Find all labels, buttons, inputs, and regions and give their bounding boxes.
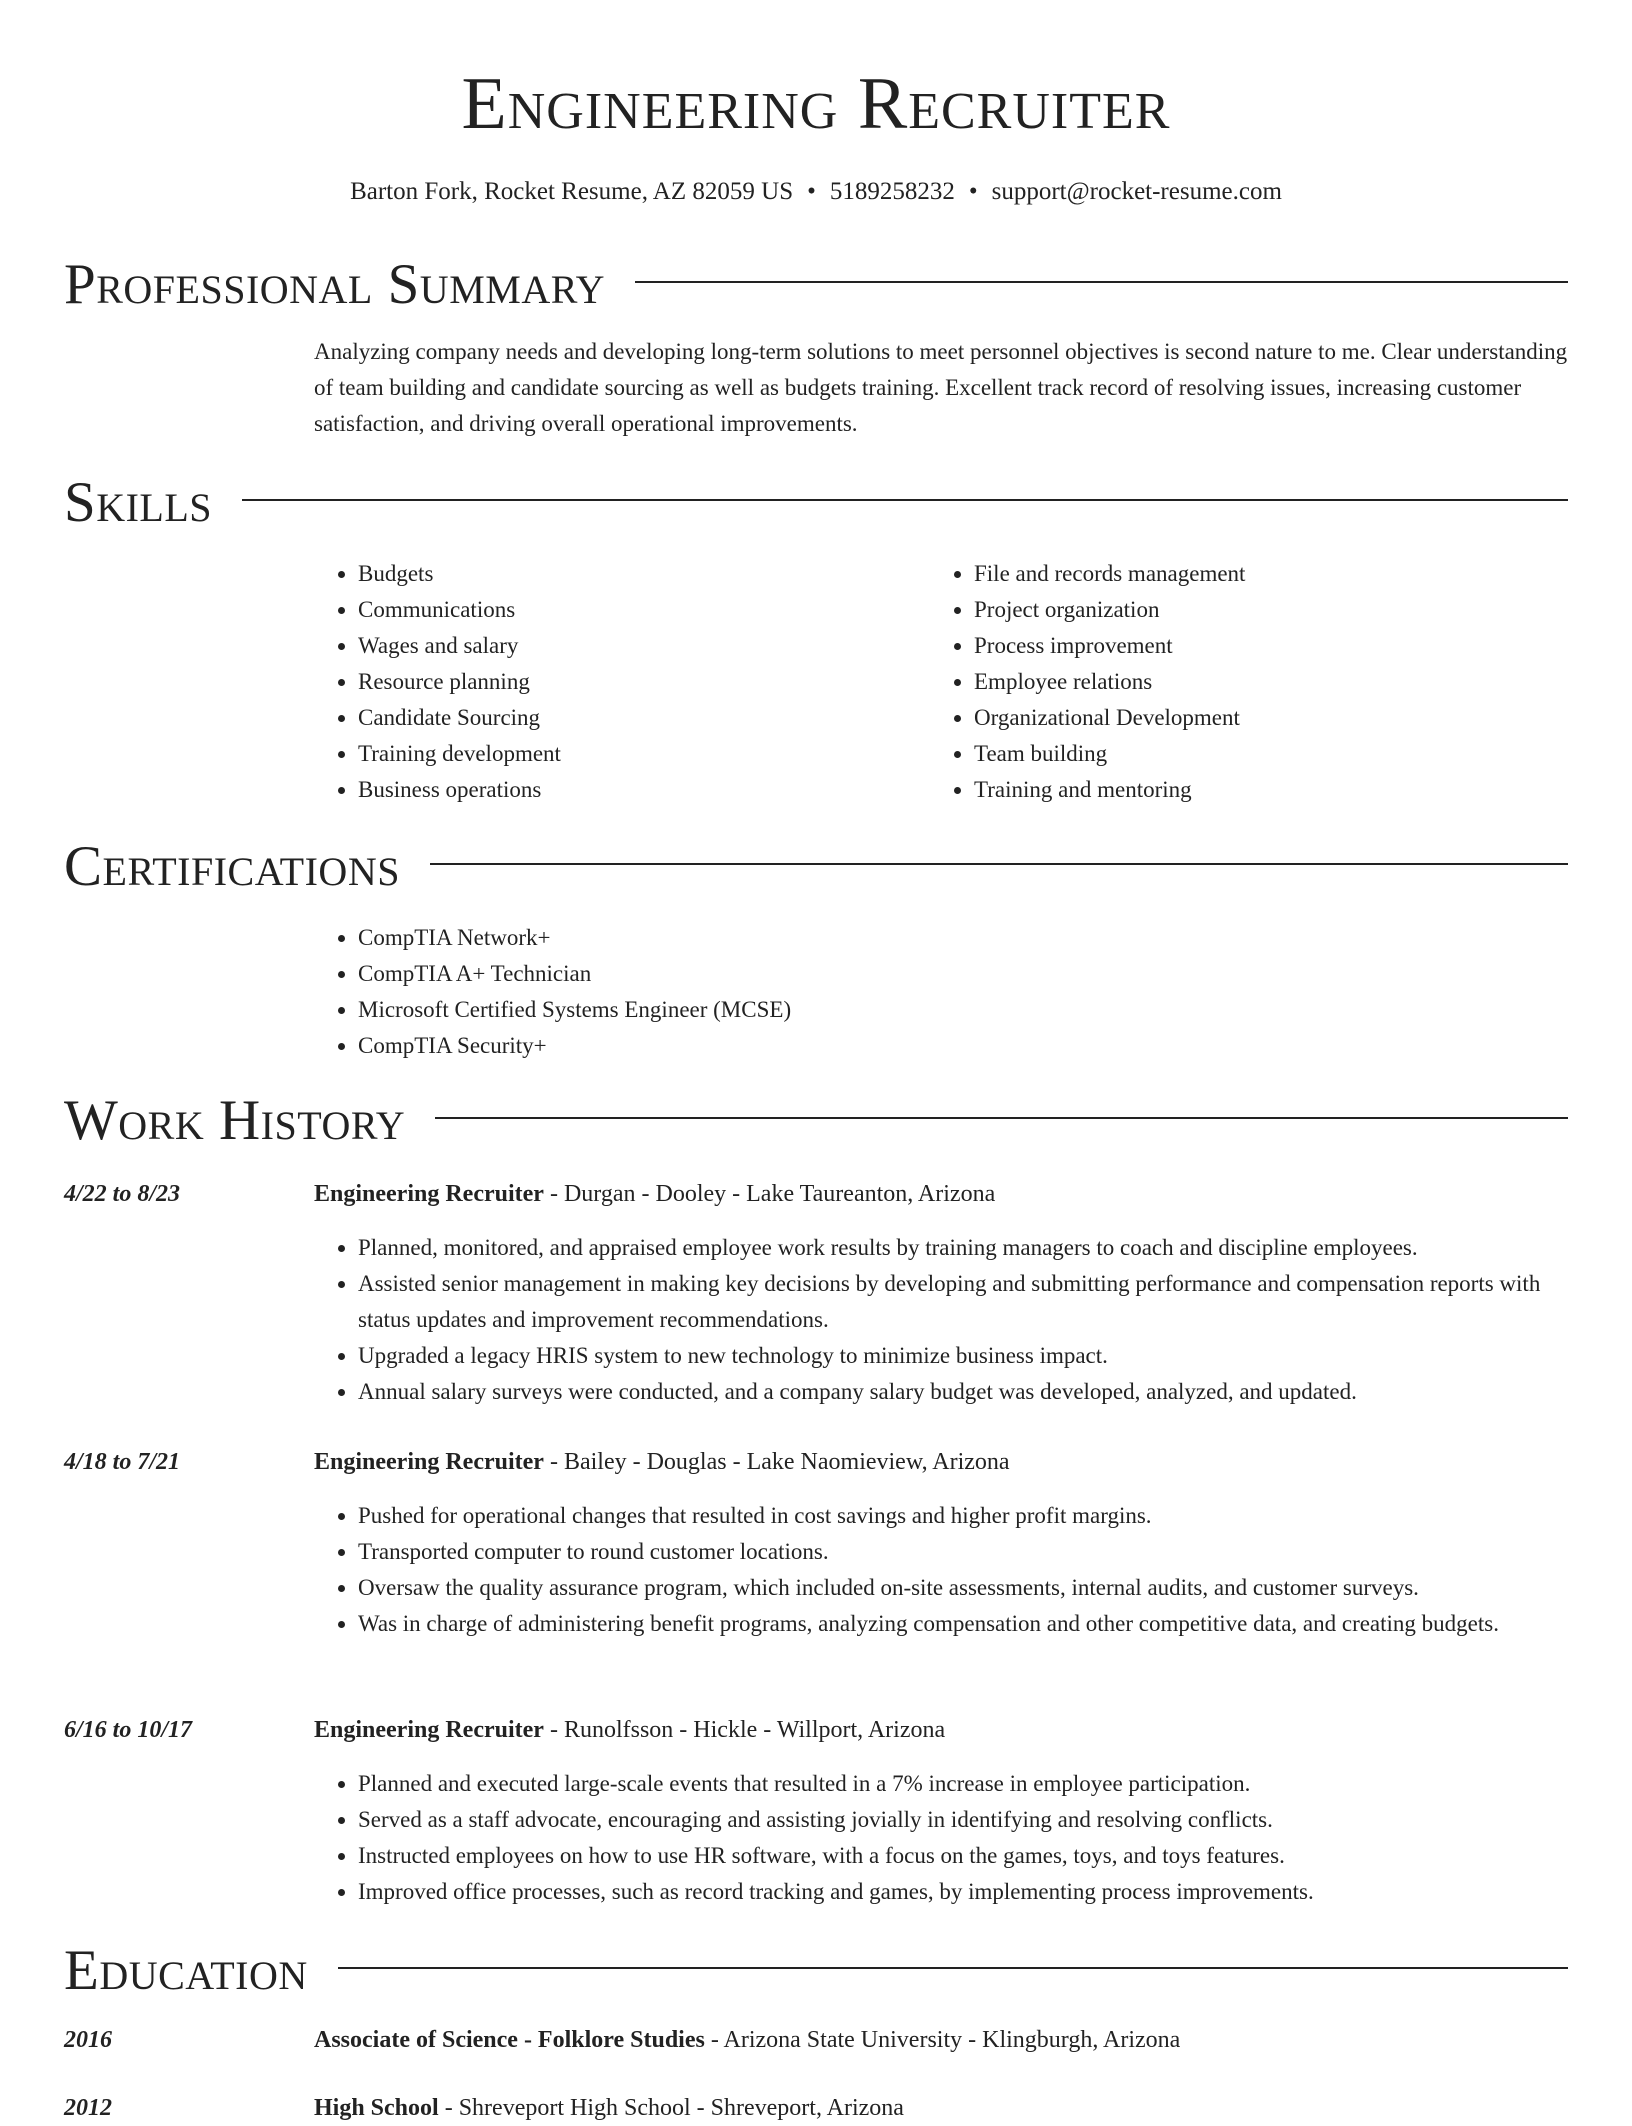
section-header-skills — [64, 468, 1568, 538]
job-company: - Runolfsson - Hickle - Willport, Arizona — [543, 1717, 946, 1743]
skills-column-right — [930, 556, 1546, 808]
job-heading — [314, 1444, 1568, 1480]
job-date: 6/16 to 10/17 — [64, 1717, 193, 1743]
section-header-certifications — [64, 832, 1568, 902]
certifications-block — [314, 920, 1568, 1064]
education-date: 2012 — [64, 2095, 112, 2121]
job-details — [314, 1498, 1568, 1642]
list-item: • Candidate Sourcing — [358, 700, 930, 736]
contact-separator: • — [968, 178, 978, 205]
job-company: - Bailey - Douglas - Lake Naomieview, Arizona — [543, 1449, 1010, 1475]
list-item: • Assisted senior management in making key decisions by developing and submitting performance and compensation reports with status updates and improvement recommendations. — [358, 1266, 1568, 1338]
list-item: • Pushed for operational changes that resulted in cost savings and higher profit margins. — [358, 1498, 1568, 1534]
list-item: • Planned and executed large-scale events that resulted in a 7% increase in employee participation. — [358, 1766, 1568, 1802]
summary-text: Analyzing company needs and developing long-term solutions to meet personnel objectives is second nature to me. Clear understanding of team building and candidate sourcing as well as budgets training. Excellent track record of resolving issues, increasing customer satisfaction, and driving overall operational improvements. — [314, 339, 1568, 436]
job-bullets — [314, 1230, 1568, 1410]
list-item: • CompTIA A+ Technician — [358, 956, 1568, 992]
list-item: • Training and mentoring — [974, 772, 1546, 808]
list-item: • Microsoft Certified Systems Engineer (MCSE) — [358, 992, 1568, 1028]
section-header-education — [64, 1936, 1568, 2006]
skills-block — [314, 556, 1568, 808]
certifications-list — [314, 920, 1568, 1064]
job-date: 4/18 to 7/21 — [64, 1449, 181, 1475]
job-role: Engineering Recruiter — [314, 1717, 544, 1743]
list-item: • Organizational Development — [974, 700, 1546, 736]
list-item: • File and records management — [974, 556, 1546, 592]
job-bullets — [314, 1498, 1568, 1642]
list-item: • Was in charge of administering benefit programs, analyzing compensation and other competitive data, and creating budgets. — [358, 1606, 1568, 1642]
list-item: • CompTIA Network+ — [358, 920, 1568, 956]
list-item: • Budgets — [358, 556, 930, 592]
list-item: • Process improvement — [974, 628, 1546, 664]
section-divider — [430, 863, 1568, 865]
summary-block — [314, 334, 1568, 442]
job-date: 4/22 to 8/23 — [64, 1181, 181, 1207]
contact-email: support@rocket-resume.com — [991, 178, 1282, 205]
contact-separator: • — [807, 178, 816, 205]
contact-line — [0, 172, 1632, 212]
list-item: • Instructed employees on how to use HR software, with a focus on the games, toys, and toys features. — [358, 1838, 1568, 1874]
section-divider — [242, 499, 1568, 501]
list-item: • Upgraded a legacy HRIS system to new technology to minimize business impact. — [358, 1338, 1568, 1374]
education-degree: Associate of Science - Folklore Studies — [314, 2027, 705, 2053]
section-header-summary — [64, 250, 1568, 320]
list-item: • Project organization — [974, 592, 1546, 628]
job-role: Engineering Recruiter — [314, 1181, 544, 1207]
section-header-work — [64, 1086, 1568, 1156]
list-item: • Business operations — [358, 772, 930, 808]
section-title-work: Work History — [64, 1089, 406, 1152]
education-date: 2016 — [64, 2027, 112, 2053]
skills-grid — [314, 556, 1568, 808]
contact-phone: 5189258232 — [829, 178, 955, 205]
page-title: Engineering Recruiter — [461, 63, 1171, 145]
job-heading — [314, 1176, 1568, 1212]
education-degree: High School — [314, 2095, 439, 2121]
list-item: • Resource planning — [358, 664, 930, 700]
list-item: • Oversaw the quality assurance program, which included on-site assessments, internal audits, and customer surveys. — [358, 1570, 1568, 1606]
skills-list-right — [930, 556, 1546, 808]
list-item: • Training development — [358, 736, 930, 772]
list-item: • Improved office processes, such as record tracking and games, by implementing process improvements. — [358, 1874, 1568, 1910]
job-details — [314, 1230, 1568, 1410]
list-item: • Wages and salary — [358, 628, 930, 664]
job-role: Engineering Recruiter — [314, 1449, 544, 1475]
job-heading — [314, 1712, 1568, 1748]
skills-column-left — [314, 556, 930, 808]
list-item: • Team building — [974, 736, 1546, 772]
list-item: • Annual salary surveys were conducted, and a company salary budget was developed, analyzed, and updated. — [358, 1374, 1568, 1410]
section-title-skills: Skills — [64, 471, 213, 534]
list-item: • Served as a staff advocate, encouraging and assisting jovially in identifying and resolving conflicts. — [358, 1802, 1568, 1838]
education-school: - Shreveport High School - Shreveport, Arizona — [438, 2095, 904, 2121]
skills-list-left — [314, 556, 930, 808]
education-heading — [314, 2022, 1568, 2058]
job-details — [314, 1766, 1568, 1910]
section-title-summary: Professional Summary — [64, 253, 606, 316]
education-school: - Arizona State University - Klingburgh, Arizona — [704, 2027, 1181, 2053]
job-bullets — [314, 1766, 1568, 1910]
list-item: • CompTIA Security+ — [358, 1028, 1568, 1064]
list-item: • Planned, monitored, and appraised employee work results by training managers to coach and discipline employees. — [358, 1230, 1568, 1266]
section-title-certifications: Certifications — [64, 835, 400, 898]
section-title-education: Education — [64, 1939, 308, 2002]
list-item: • Communications — [358, 592, 930, 628]
contact-address: Barton Fork, Rocket Resume, AZ 82059 US — [350, 178, 794, 205]
section-divider — [435, 1117, 1568, 1119]
education-heading — [314, 2090, 1568, 2126]
list-item: • Employee relations — [974, 664, 1546, 700]
list-item: • Transported computer to round customer locations. — [358, 1534, 1568, 1570]
section-divider — [338, 1967, 1568, 1969]
section-divider — [635, 281, 1568, 283]
job-company: - Durgan - Dooley - Lake Taureanton, Arizona — [543, 1181, 996, 1207]
